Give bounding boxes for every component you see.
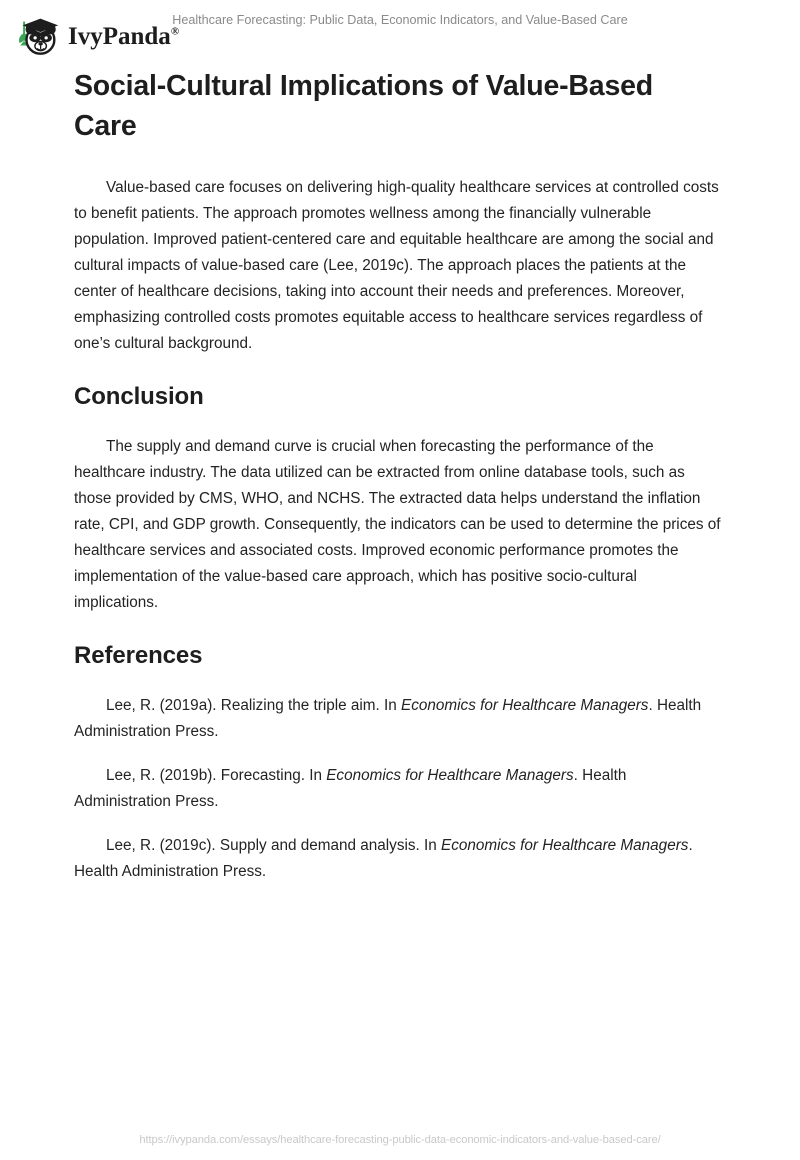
registered-mark: ®: [170, 25, 180, 38]
source-url-link[interactable]: https://ivypanda.com/essays/healthcare-forecasting-public-data-economic-indicators-and-value-based-care/: [139, 1134, 661, 1146]
brand-name: IvyPanda: [68, 22, 171, 50]
references-heading: References: [74, 642, 203, 670]
page-title: Social-Cultural Implications of Value-Based Care: [74, 70, 653, 143]
conclusion-paragraph: The supply and demand curve is crucial when forecasting the performance of the healthcare industry. The data utilized can be extracted from online database tools, such as those provided by CMS, WHO, and NCHS. The extracted data helps understand the inflation rate, CPI, and GDP growth. Consequently, the indicators can be used to determine the prices of healthcare services and associated costs. Improved economic performance promotes the implementation of the value-based care approach, which has positive socio-cultural implications.: [74, 438, 721, 612]
running-title: Healthcare Forecasting: Public Data, Economic Indicators, and Value-Based Care: [172, 13, 628, 27]
reference-entry: [74, 763, 722, 815]
reference-prefix: Lee, R. (2019b). Forecasting. In: [106, 767, 327, 785]
reference-prefix: Lee, R. (2019c). Supply and demand analysis. In: [106, 837, 442, 855]
reference-source-title: Economics for Healthcare Managers: [441, 837, 689, 855]
reference-source-title: Economics for Healthcare Managers: [401, 697, 649, 715]
spacer: [74, 815, 722, 833]
spacer: [74, 147, 722, 175]
spacer: [74, 357, 722, 381]
page-header: [0, 0, 800, 62]
reference-entry: [74, 833, 722, 885]
intro-paragraph: Value-based care focuses on delivering high-quality healthcare services at controlled costs to benefit patients. The approach promotes wellness among the financially vulnerable population. Improved patient-centered care and equitable healthcare are among the social and cultural impacts of value-based care (Lee, 2019c). The approach places the patients at the center of healthcare decisions, taking into account their needs and preferences. Moreover, emphasizing controlled costs promotes equitable access to healthcare services regardless of one’s cultural background.: [74, 178, 719, 352]
document-body: [74, 66, 722, 885]
reference-source-title: Economics for Healthcare Managers: [326, 767, 574, 785]
reference-prefix: Lee, R. (2019a). Realizing the triple aim. In: [106, 697, 402, 715]
page-footer: [0, 1130, 800, 1148]
conclusion-heading: Conclusion: [74, 382, 204, 410]
spacer: [74, 745, 722, 763]
reference-suffix: . Health Administration Press.: [74, 837, 693, 881]
reference-entry: [74, 693, 722, 745]
brand-wordmark: [68, 24, 179, 49]
spacer: [74, 671, 722, 693]
reference-suffix: . Health Administration Press.: [74, 767, 627, 811]
spacer: [74, 616, 722, 640]
reference-suffix: . Health Administration Press.: [74, 697, 702, 741]
spacer: [74, 412, 722, 434]
